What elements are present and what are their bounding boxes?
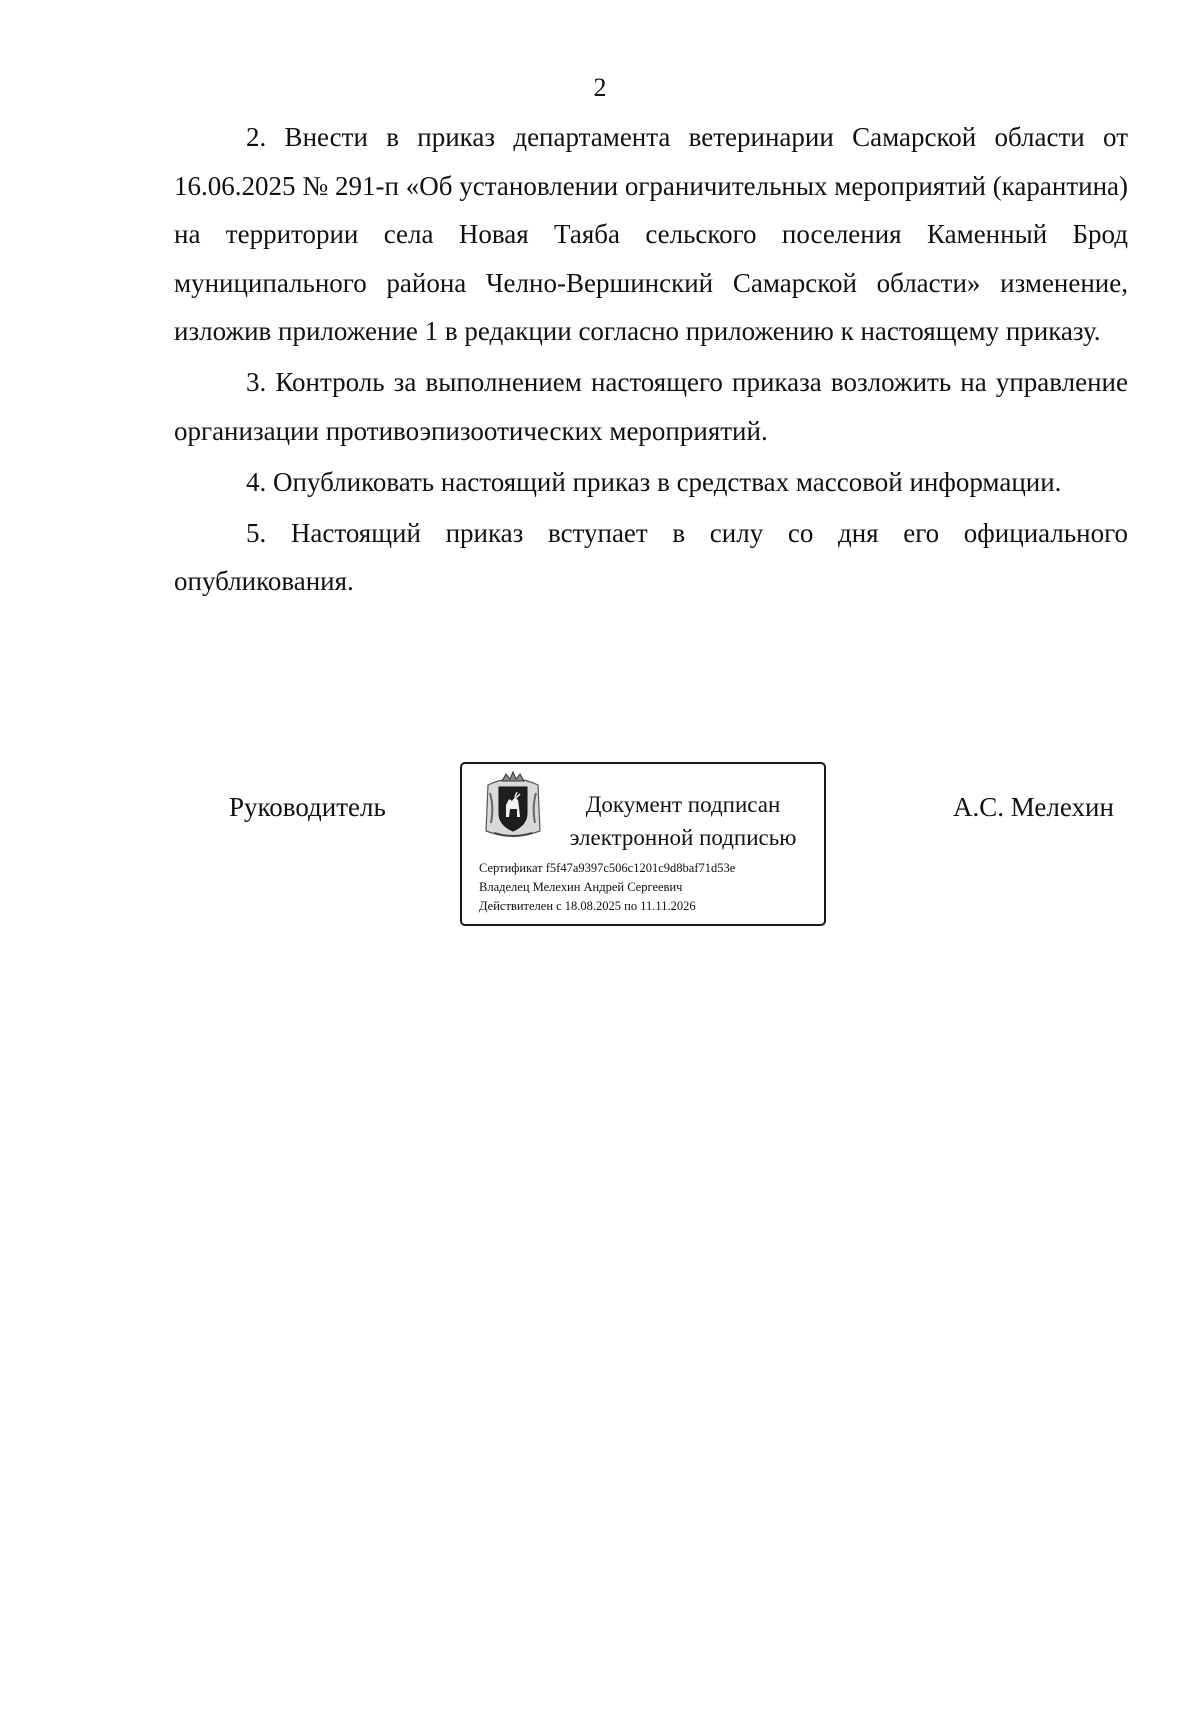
document-body	[174, 113, 1128, 608]
paragraph-2: 2. Внести в приказ департамента ветеринарии Самарской области от 16.06.2025 № 291-п «Об установлении ограничительных мероприятий (карантина) на территории села Новая Таяба сельского поселения Каменный Брод муниципального района Челно-Вершинский Самарской области» изменение, изложив приложение 1 в редакции согласно приложению к настоящему приказу.	[174, 122, 1128, 346]
certificate-validity: Действителен с 18.08.2025 по 11.11.2026	[479, 899, 696, 913]
paragraph-4: 4. Опубликовать настоящий приказ в средствах массовой информации.	[246, 466, 1062, 497]
signature-heading	[558, 788, 808, 854]
samara-coat-of-arms-icon	[482, 771, 544, 841]
signer-position-title: Руководитель	[229, 792, 386, 822]
paragraph-3: 3. Контроль за выполнением настоящего приказа возложить на управление организации противоэпизоотических мероприятий.	[174, 367, 1128, 446]
electronic-signature-stamp	[460, 762, 826, 926]
certificate-number: Сертификат f5f47a9397c506c1201c9d8baf71d53e	[479, 861, 736, 875]
signature-heading-line1: Документ подписан	[585, 792, 781, 817]
signer-name: А.С. Мелехин	[953, 792, 1114, 822]
signature-heading-line2: электронной подписью	[569, 825, 797, 850]
signature-details	[479, 859, 735, 916]
page-number: 2	[593, 73, 607, 102]
certificate-owner: Владелец Мелехин Андрей Сергеевич	[479, 880, 683, 894]
paragraph-5: 5. Настоящий приказ вступает в силу со дня его официального опубликования.	[174, 517, 1128, 596]
